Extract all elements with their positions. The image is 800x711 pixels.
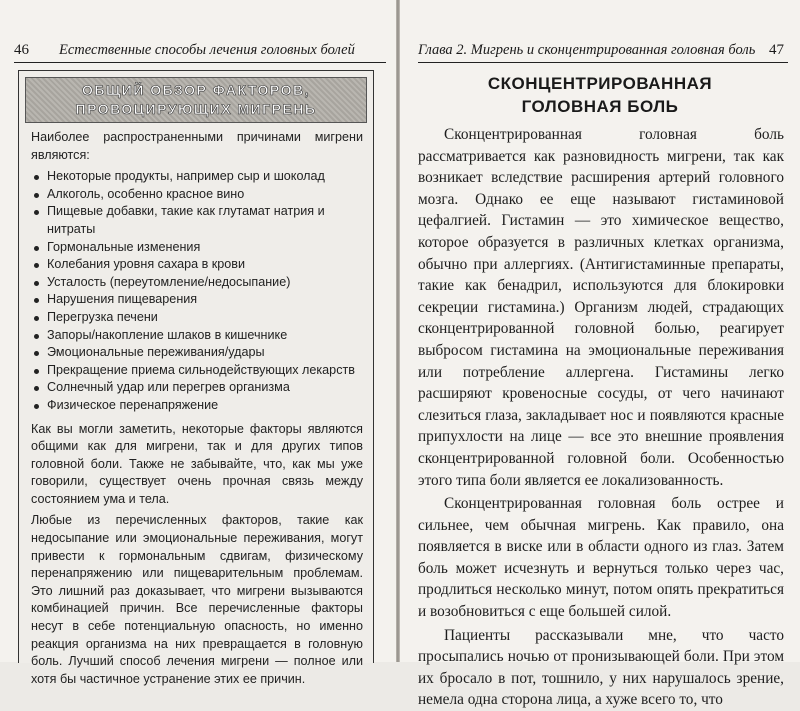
left-running-head <box>14 40 386 63</box>
factor-list-item: Физическое перенапряжение <box>31 397 363 415</box>
factor-list-item: Пищевые добавки, такие как глутамат натрия и нитраты <box>31 203 363 238</box>
factor-list-item: Запоры/накопление шлаков в кишечнике <box>31 327 363 345</box>
body-paragraph: Сконцентрированная головная боль острее и сильнее, чем обычная мигрень. Как правило, она появляется в виске или в области одного из глаз. Затем боль может исчезнуть и вернуться только через час, продлиться несколько минут, потом опять прекратиться и возобновиться с еще большей силой. <box>418 495 784 621</box>
sidebar-title-line: ОБЩИЙ ОБЗОР ФАКТОРОВ, <box>82 82 310 98</box>
body-paragraph: Сконцентрированная головная боль рассматривается как разновидность мигрени, так как возникает вследствие расширения артерий головного мозга. Однако ее еще называют гистаминовой цефалгией. Гистамин — это химическое вещество, которое образуется в различных клетках организма, обычно при аллергиях. (Антигистаминные препараты, такие как бенадрил, используются для блокировки секреции гистамина.) Организм людей, страдающих сконцентрированной головной болью, реагирует выбросом гистамина на эмоциональные переживания или потребление аллергена. Гистамины легко расширяют кровеносные сосуды, от чего начинают слезиться глаза, закладывает нос и появляются красные припухлости на лице — все это внешние проявления сконцентрированной головной боли. Особенностью этого типа боли является ее локализованность. <box>418 126 784 489</box>
sidebar-intro: Наиболее распространенными причинами мигрени являются: <box>31 130 363 162</box>
factor-list-item: Алкоголь, особенно красное вино <box>31 186 363 204</box>
left-page-number: 46 <box>14 42 29 58</box>
sidebar-title-line: ПРОВОЦИРУЮЩИХ МИГРЕНЬ <box>75 101 317 117</box>
factor-list-item: Колебания уровня сахара в крови <box>31 256 363 274</box>
left-running-head-title: Естественные способы лечения головных болей <box>59 42 355 58</box>
factor-list-item: Некоторые продукты, например сыр и шоколад <box>31 168 363 186</box>
sidebar-title <box>25 77 367 123</box>
right-running-head <box>418 40 788 63</box>
migraine-factors-sidebar <box>18 70 374 686</box>
right-page-number: 47 <box>769 42 784 58</box>
sidebar-paragraph: Как вы могли заметить, некоторые факторы являются общими как для мигрени, так и для других типов головной боли. Также не забывайте, что, как мы уже говорили, существует очень прочная связь между состоянием ума и тела. <box>31 421 363 506</box>
section-title <box>460 72 740 118</box>
left-page <box>0 0 396 686</box>
factor-list-item: Усталость (переутомление/недосыпание) <box>31 274 363 292</box>
factor-list-item: Гормональные изменения <box>31 239 363 257</box>
right-page <box>400 0 800 709</box>
factor-list-item: Солнечный удар или перегрев организма <box>31 379 363 397</box>
factor-list-item: Эмоциональные переживания/удары <box>31 344 363 362</box>
section-title-line: СКОНЦЕНТРИРОВАННАЯ <box>487 74 713 93</box>
factor-list-item: Прекращение приема сильнодействующих лекарств <box>31 362 363 380</box>
factor-list-item: Нарушения пищеварения <box>31 291 363 309</box>
factor-list-item: Перегрузка печени <box>31 309 363 327</box>
sidebar-paragraph: Любые из перечисленных факторов, такие как недосыпание или эмоциональные переживания, могут привести к гормональным сдвигам, физическому перенапряжению или пищеварительным проблемам. Это лишний раз доказывает, что мигрени вызываются комбинацией причин. Все перечисленные факторы несут в себе потенциальную опасность, но именно реакция организма на них превращается в головную боль. Лучший способ лечения мигрени — полное или хотя бы частичное устранение этих ее причин. <box>31 513 363 686</box>
body-text <box>418 124 784 711</box>
body-paragraph: Пациенты рассказывали мне, что часто просыпались ночью от пронизывающей боли. При этом их бросало в пот, тошнило, у них нарушалось зрение, немела одна сторона лица, а хуже всего то, что <box>418 626 784 709</box>
section-title-line: ГОЛОВНАЯ БОЛЬ <box>521 97 679 116</box>
sidebar-body <box>19 123 373 688</box>
right-running-head-title: Глава 2. Мигрень и сконцентрированная головная боль <box>418 42 756 58</box>
factor-list <box>31 168 363 414</box>
